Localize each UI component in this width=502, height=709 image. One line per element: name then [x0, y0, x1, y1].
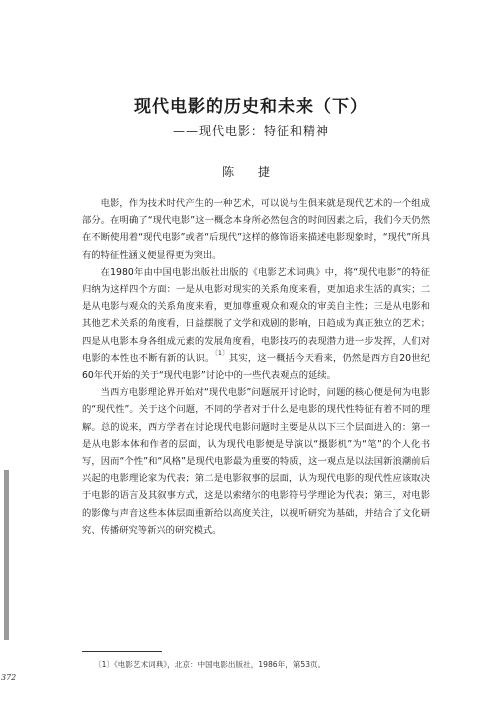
paragraph-2: [82, 264, 430, 384]
paragraph-1: 电影，作为技术时代产生的一种艺术，可以说与生俱来就是现代艺术的一个组成部分。在明确了“现代电影”这一概念本身所必然包含的时间因素之后，我们今天仍然在不断使用着“现代电影”或者“后现代”这样的修饰语来描述电影现象时，“现代”所具有的特征性涵义便显得更为突出。: [82, 198, 430, 261]
footnote-divider: [82, 651, 162, 652]
paragraph-2-continuation: 其实，这一概括今天看来，仍然是西方自20世纪60年代开始的关于“现代电影”讨论中的一些代表观点的延续。: [82, 352, 430, 382]
footnote-ref[interactable]: 〔1〕: [214, 348, 229, 357]
margin-rule: [4, 470, 9, 640]
article-subtitle: ——现代电影：特征和精神: [172, 124, 329, 138]
footnote: 〔1〕《电影艺术词典》，北京：中国电影出版社，1986年，第53页。: [94, 660, 326, 669]
article-title: 现代电影的历史和未来（下）: [134, 97, 368, 117]
paragraph-2-text: 在1980年由中国电影出版社出版的《电影艺术词典》中，将“现代电影”的特征归纳为这样四个方面：一是从电影对现实的关系角度来看，更加追求生活的真实；二是从电影与观众的关系角度来看，更加尊重观众和观众的审美自主性；三是从电影和其他艺术关系的角度看，日益摆脱了文学和戏剧的影响，日趋成为真正独立的艺术；四是从电影本身各组成元素的发展角度看，电影技巧的表现潜力进一步发挥，人们对电影的本性也不断有新的认识。: [82, 266, 430, 364]
page-number: 372: [1, 673, 17, 682]
article-author: 陈 捷: [222, 165, 280, 179]
paragraph-3: 当西方电影理论界开始对“现代电影”问题展开讨论时，问题的核心便是何为电影的“现代性”。关于这个问题，不同的学者对于什么是电影的现代性特征有着不同的理解。总的说来，西方学者在讨论现代电影问题时主要是从以下三个层面进入的：第一是从电影本体和作者的层面，认为现代电影便是导演以“摄影机”为“笔”的个人化书写，因而“个性”和“风格”是现代电影最为重要的特质，这一观点是以法国新浪潮前后兴起的电影理论家为代表；第二是电影叙事的层面，认为现代电影的现代性应该取决于电影的语言及其叙事方式，这是以索绪尔的电影符号学理论为代表；第三，对电影的影像与声音这些本体层面重新给以高度关注，以视听研究为基础，并结合了文化研究、传播研究等新兴的研究模式。: [82, 387, 430, 536]
article-body: [82, 195, 430, 539]
